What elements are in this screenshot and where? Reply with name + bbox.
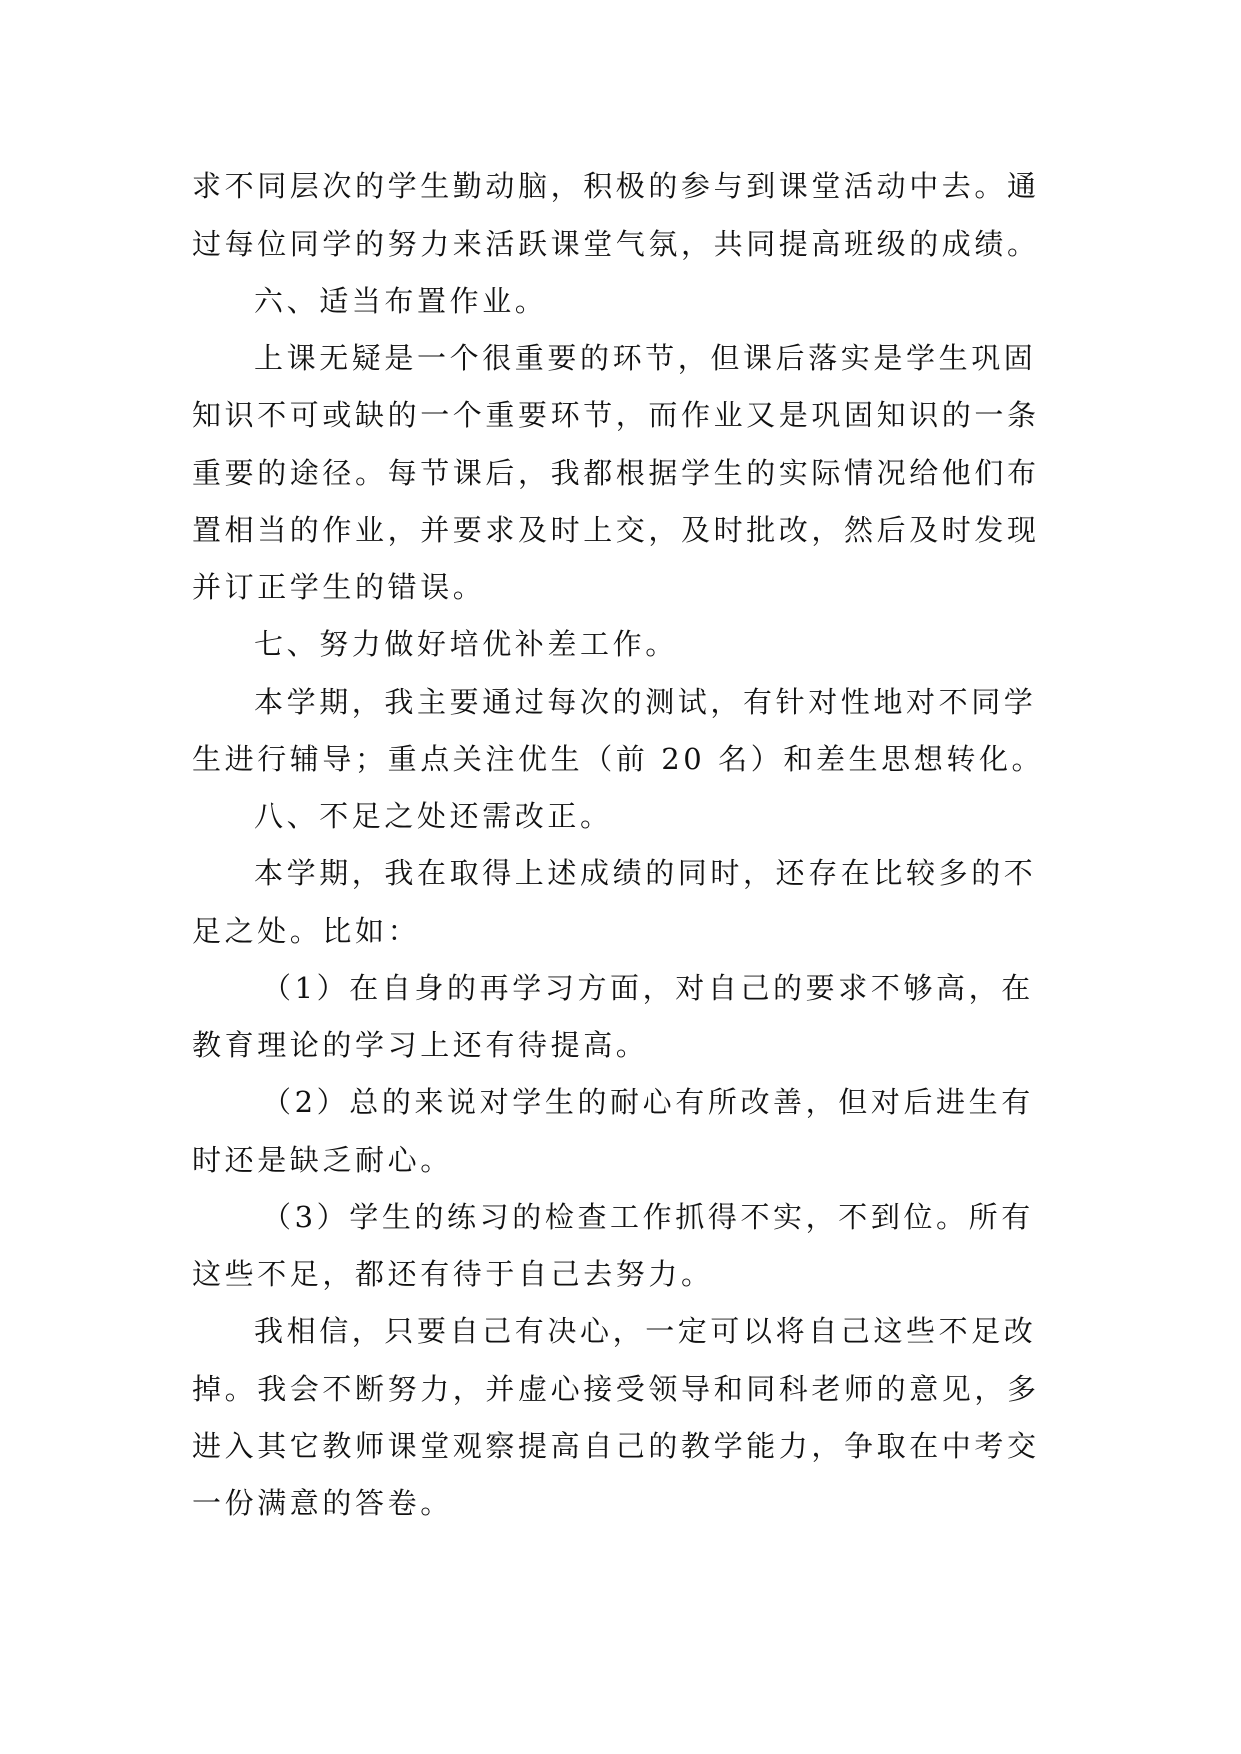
list-item: （1）在自身的再学习方面，对自己的要求不够高，在 [262, 971, 1034, 1005]
text-line: 一份满意的答卷。 [192, 1486, 453, 1520]
list-item: （2）总的来说对学生的耐心有所改善，但对后进生有 [262, 1085, 1034, 1119]
section-heading: 八、不足之处还需改正。 [254, 799, 613, 833]
text-line: 时还是缺乏耐心。 [192, 1143, 453, 1177]
text-line: 进入其它教师课堂观察提高自己的教学能力，争取在中考交 [192, 1429, 1040, 1463]
text-line: 我相信，只要自己有决心，一定可以将自己这些不足改 [254, 1314, 1037, 1348]
text-line: 过每位同学的努力来活跃课堂气氛，共同提高班级的成绩。 [192, 227, 1040, 261]
text-line: 本学期，我在取得上述成绩的同时，还存在比较多的不 [254, 856, 1037, 890]
section-heading: 七、努力做好培优补差工作。 [254, 627, 678, 661]
section-heading: 六、适当布置作业。 [254, 284, 548, 318]
text-line: 教育理论的学习上还有待提高。 [192, 1028, 649, 1062]
text-line: 这些不足，都还有待于自己去努力。 [192, 1257, 714, 1291]
text-line: 并订正学生的错误。 [192, 570, 486, 604]
text-line: 置相当的作业，并要求及时上交，及时批改，然后及时发现 [192, 513, 1040, 547]
list-item: （3）学生的练习的检查工作抓得不实，不到位。所有 [262, 1200, 1034, 1234]
text-line: 知识不可或缺的一个重要环节，而作业又是巩固知识的一条 [192, 398, 1040, 432]
text-line: 生进行辅导；重点关注优生（前 20 名）和差生思想转化。 [192, 742, 1045, 776]
text-line: 足之处。比如： [192, 914, 421, 948]
text-line: 本学期，我主要通过每次的测试，有针对性地对不同学 [254, 685, 1037, 719]
text-line: 掉。我会不断努力，并虚心接受领导和同科老师的意见，多 [192, 1372, 1040, 1406]
text-line: 求不同层次的学生勤动脑，积极的参与到课堂活动中去。通 [192, 169, 1040, 203]
text-line: 上课无疑是一个很重要的环节，但课后落实是学生巩固 [254, 341, 1037, 375]
text-line: 重要的途径。每节课后，我都根据学生的实际情况给他们布 [192, 456, 1040, 490]
